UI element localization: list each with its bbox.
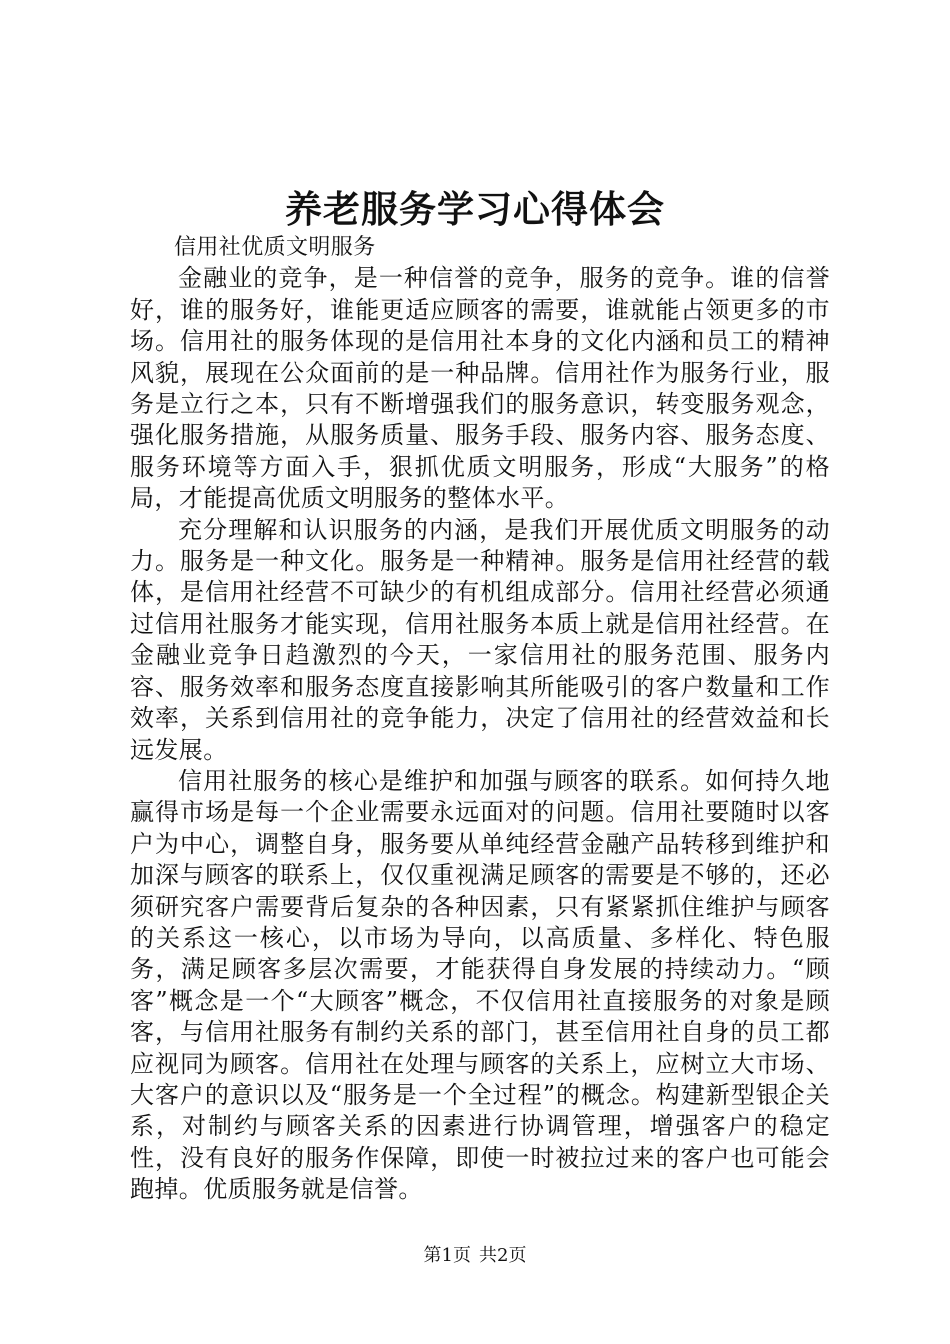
- paragraph: 充分理解和认识服务的内涵，是我们开展优质文明服务的动力。服务是一种文化。服务是一种精神。服务是信用社经营的载体，是信用社经营不可缺少的有机组成部分。信用社经营必须通过信用社服务才能实现，信用社服务本质上就是信用社经营。在金融业竞争日趋激烈的今天，一家信用社的服务范围、服务内容、服务效率和服务态度直接影响其所能吸引的客户数量和工作效率，关系到信用社的竞争能力，决定了信用社的经营效益和长远发展。: [130, 515, 830, 764]
- document-body: [130, 232, 830, 1206]
- page-footer: [0, 1244, 950, 1268]
- page-number: 第1页: [423, 1245, 471, 1266]
- paragraph-subtitle: 信用社优质文明服务: [174, 235, 376, 260]
- document-title: 养老服务学习心得体会: [285, 187, 665, 231]
- paragraph: 信用社服务的核心是维护和加强与顾客的联系。如何持久地赢得市场是每一个企业需要永远面对的问题。信用社要随时以客户为中心，调整自身，服务要从单纯经营金融产品转移到维护和加深与顾客的联系上，仅仅重视满足顾客的需要是不够的，还必须研究客户需要背后复杂的各种因素，只有紧紧抓住维护与顾客的关系这一核心，以市场为导向，以高质量、多样化、特色服务，满足顾客多层次需要，才能获得自身发展的持续动力。“顾客”概念是一个“大顾客”概念，不仅信用社直接服务的对象是顾客，与信用社服务有制约关系的部门，甚至信用社自身的员工都应视同为顾客。信用社在处理与顾客的关系上，应树立大市场、大客户的意识以及“服务是一个全过程”的概念。构建新型银企关系，对制约与顾客关系的因素进行协调管理，增强客户的稳定性，没有良好的服务作保障，即使一时被拉过来的客户也可能会跑掉。优质服务就是信誉。: [130, 766, 830, 1204]
- paragraph: 金融业的竞争，是一种信誉的竞争，服务的竞争。谁的信誉好，谁的服务好，谁能更适应顾客的需要，谁就能占领更多的市场。信用社的服务体现的是信用社本身的文化内涵和员工的精神风貌，展现在公众面前的是一种品牌。信用社作为服务行业，服务是立行之本，只有不断增强我们的服务意识，转变服务观念，强化服务措施，从服务质量、服务手段、服务内容、服务态度、服务环境等方面入手，狠抓优质文明服务，形成“大服务”的格局，才能提高优质文明服务的整体水平。: [130, 264, 830, 513]
- page-total: 共2页: [479, 1245, 527, 1266]
